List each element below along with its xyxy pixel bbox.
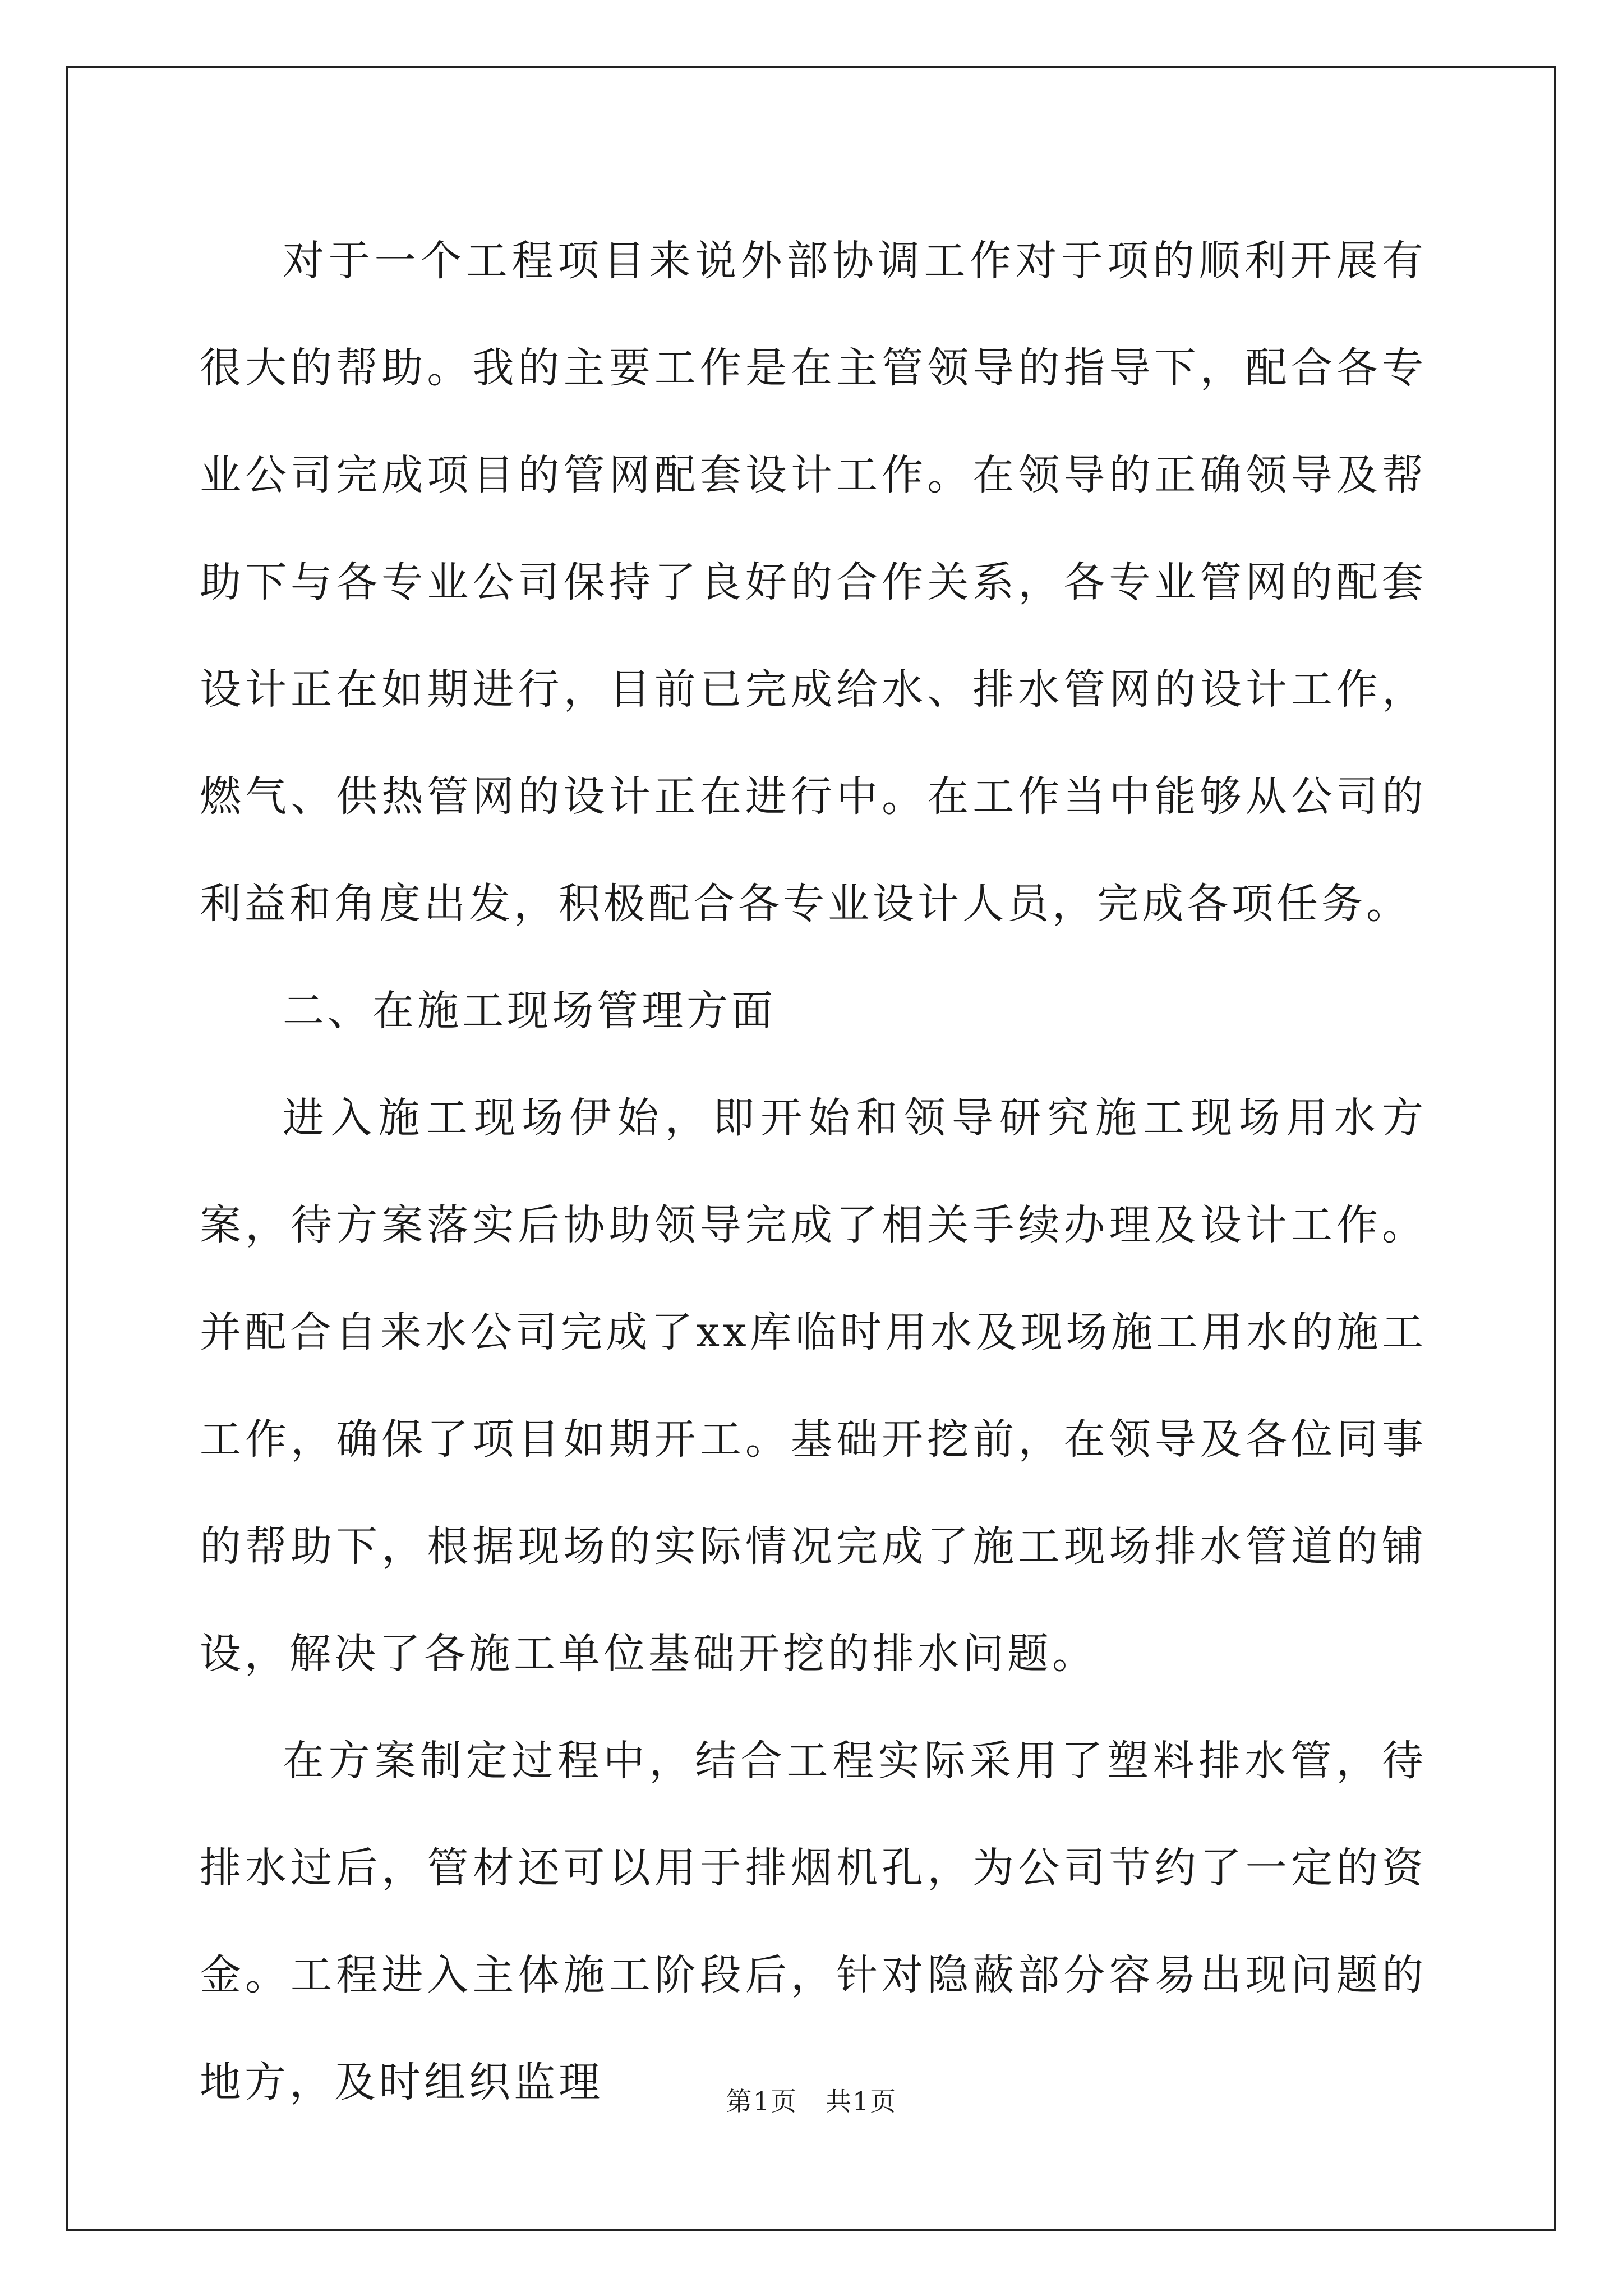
page-current: 第1页 [726, 2086, 798, 2116]
paragraph-external-coordination: 对于一个工程项目来说外部协调工作对于项的顺利开展有很大的帮助。我的主要工作是在主管领导的指导下，配合各专业公司完成项目的管网配套设计工作。在领导的正确领导及帮助下与各专业公司保持了良好的合作关系，各专业管网的配套设计正在如期进行，目前已完成给水、排水管网的设计工作，燃气、供热管网的设计正在进行中。在工作当中能够从公司的利益和角度出发，积极配合各专业设计人员，完成各项任务。 [200, 237, 1427, 928]
section-heading-site-management: 二、在施工现场管理方面 [283, 987, 776, 1035]
footer-spacer [797, 2086, 826, 2116]
document-body [200, 208, 1427, 2136]
page-footer [0, 2081, 1623, 2118]
paragraph-drainage-pipe: 在方案制定过程中，结合工程实际采用了塑料排水管，待排水过后，管材还可以用于排烟机孔，为公司节约了一定的资金。工程进入主体施工阶段后，针对隐蔽部分容易出现问题的地方，及时组织监理 [200, 1737, 1427, 2106]
page-total: 共1页 [825, 2086, 897, 2116]
paragraph-site-water: 进入施工现场伊始，即开始和领导研究施工现场用水方案，待方案落实后协助领导完成了相关手续办理及设计工作。并配合自来水公司完成了xx库临时用水及现场施工用水的施工工作，确保了项目如期开工。基础开挖前，在领导及各位同事的帮助下，根据现场的实际情况完成了施工现场排水管道的铺设，解决了各施工单位基础开挖的排水问题。 [200, 1094, 1427, 1678]
